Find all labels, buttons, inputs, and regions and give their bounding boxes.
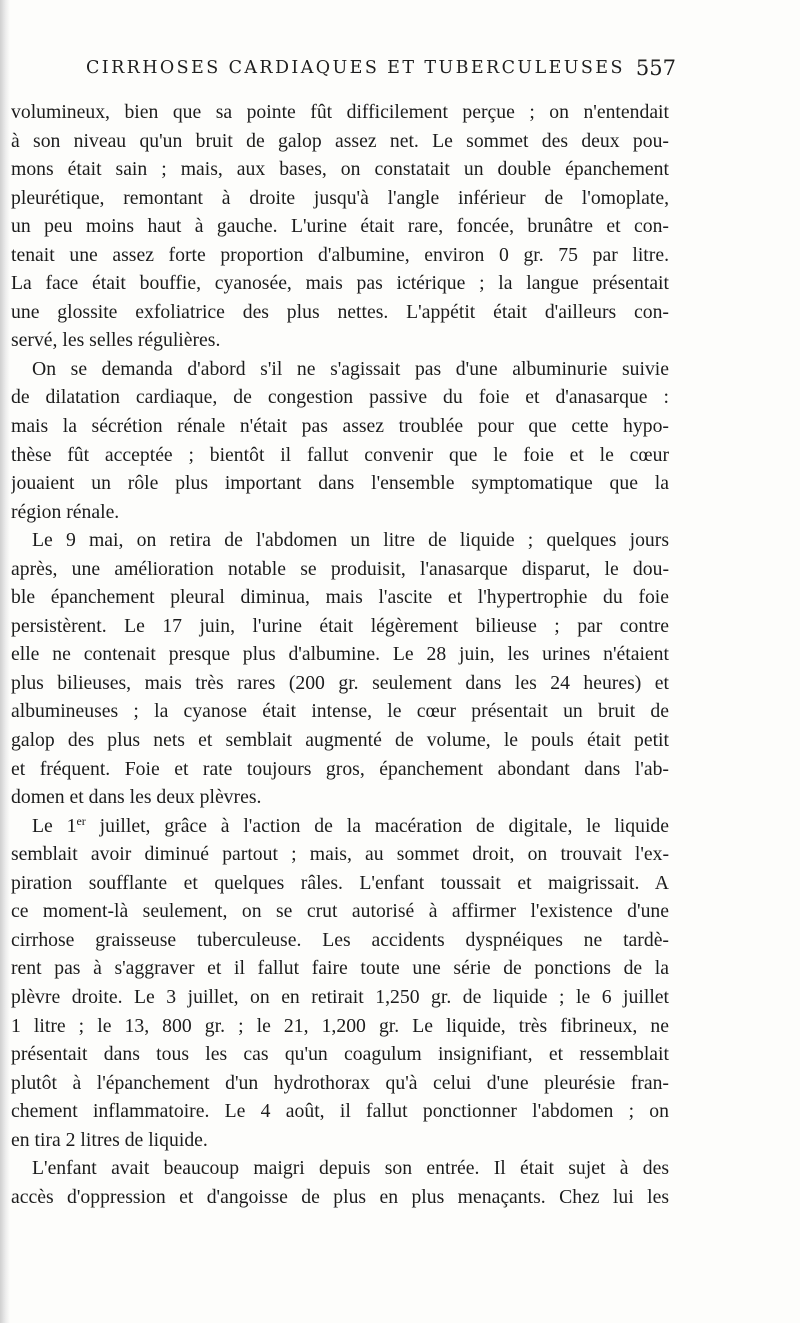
text-line: plus bilieuses, mais très rares (200 gr. seulement dans les 24 heures) et bbox=[11, 671, 669, 694]
text-line: domen et dans les deux plèvres. bbox=[11, 786, 262, 809]
binding-edge-shadow bbox=[0, 0, 10, 1323]
text-line bbox=[11, 812, 669, 841]
text-line: La face était bouffie, cyanosée, mais pas ictérique ; la langue présentait bbox=[11, 272, 669, 295]
text-line: ce moment-là seulement, on se crut autorisé à affirmer l'existence d'une bbox=[11, 900, 669, 923]
text-line: semblait avoir diminué partout ; mais, au sommet droit, on trouvait l'ex- bbox=[11, 843, 669, 866]
text-line: en tira 2 litres de liquide. bbox=[11, 1128, 208, 1151]
text-line: servé, les selles régulières. bbox=[11, 329, 221, 352]
text-line: thèse fût acceptée ; bientôt il fallut convenir que le foie et le cœur bbox=[11, 443, 669, 466]
text-line: cirrhose graisseuse tuberculeuse. Les accidents dyspnéiques ne tardè- bbox=[11, 928, 669, 951]
text-line: persistèrent. Le 17 juin, l'urine était légèrement bilieuse ; par contre bbox=[11, 614, 669, 637]
text-line: région rénale. bbox=[11, 500, 120, 523]
page-number: 557 bbox=[635, 56, 676, 80]
text-line: Le 9 mai, on retira de l'abdomen un litre de liquide ; quelques jours bbox=[32, 529, 669, 552]
text-line: accès d'oppression et d'angoisse de plus en plus menaçants. Chez lui les bbox=[11, 1185, 669, 1208]
text-line: ble épanchement pleural diminua, mais l'ascite et l'hypertrophie du foie bbox=[11, 586, 669, 609]
text-line: à son niveau qu'un bruit de galop assez net. Le sommet des deux pou- bbox=[11, 129, 669, 152]
text-line: présentait dans tous les cas qu'un coagulum insignifiant, et ressemblait bbox=[11, 1043, 669, 1066]
text-line: tenait une assez forte proportion d'albumine, environ 0 gr. 75 par litre. bbox=[11, 243, 669, 266]
text-line: galop des plus nets et semblait augmenté de volume, le pouls était petit bbox=[11, 729, 669, 752]
text-line-remainder: juillet, grâce à l'action de la macération de digitale, le liquide bbox=[99, 814, 669, 837]
body-text bbox=[11, 98, 669, 1211]
text-line: 1 litre ; le 13, 800 gr. ; le 21, 1,200 gr. Le liquide, très fibrineux, ne bbox=[11, 1014, 669, 1037]
text-line: une glossite exfoliatrice des plus nettes. L'appétit était d'ailleurs con- bbox=[11, 300, 669, 323]
text-line: mais la sécrétion rénale n'était pas assez troublée pour que cette hypo- bbox=[11, 415, 669, 438]
text-line: volumineux, bien que sa pointe fût difficilement perçue ; on n'entendait bbox=[11, 101, 669, 123]
text-line: plèvre droite. Le 3 juillet, on en retirait 1,250 gr. de liquide ; le 6 juillet bbox=[11, 985, 669, 1008]
date-prefix: Le 1 bbox=[32, 814, 77, 837]
running-title: CIRRHOSES CARDIAQUES ET TUBERCULEUSES bbox=[86, 58, 625, 78]
text-line: et fréquent. Foie et rate toujours gros, épanchement abondant dans l'ab- bbox=[11, 757, 669, 780]
text-line: chement inflammatoire. Le 4 août, il fallut ponctionner l'abdomen ; on bbox=[11, 1100, 669, 1123]
text-line: jouaient un rôle plus important dans l'ensemble symptomatique que la bbox=[11, 472, 669, 495]
ordinal-superscript: er bbox=[76, 813, 86, 828]
text-line: elle ne contenait presque plus d'albumine. Le 28 juin, les urines n'étaient bbox=[11, 643, 669, 666]
text-line: de dilatation cardiaque, de congestion passive du foie et d'anasarque : bbox=[11, 386, 669, 409]
text-line: rent pas à s'aggraver et il fallut faire toute une série de ponctions de la bbox=[11, 957, 669, 980]
text-line: piration soufflante et quelques râles. L'enfant toussait et maigrissait. A bbox=[11, 871, 669, 894]
text-line: pleurétique, remontant à droite jusqu'à l'angle inférieur de l'omoplate, bbox=[11, 186, 669, 209]
text-line: plutôt à l'épanchement d'un hydrothorax qu'à celui d'une pleurésie fran- bbox=[11, 1071, 669, 1094]
running-header bbox=[86, 56, 676, 88]
text-line: après, une amélioration notable se produisit, l'anasarque disparut, le dou- bbox=[11, 557, 669, 580]
text-line: L'enfant avait beaucoup maigri depuis son entrée. Il était sujet à des bbox=[32, 1157, 669, 1180]
text-line: albumineuses ; la cyanose était intense, le cœur présentait un bruit de bbox=[11, 700, 669, 723]
text-line: mons était sain ; mais, aux bases, on constatait un double épanchement bbox=[11, 158, 669, 181]
text-line: On se demanda d'abord s'il ne s'agissait pas d'une albuminurie suivie bbox=[32, 357, 669, 380]
text-line: un peu moins haut à gauche. L'urine était rare, foncée, brunâtre et con- bbox=[11, 215, 669, 238]
